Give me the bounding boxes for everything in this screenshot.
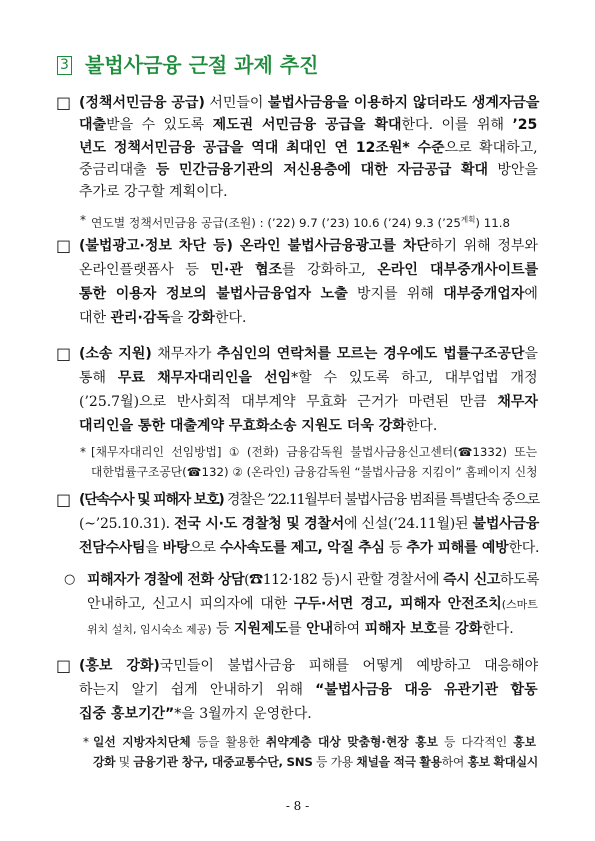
text-line	[91, 210, 539, 233]
text-run: *을 3월까지 운영한다.	[174, 706, 312, 722]
text-line-content	[79, 181, 228, 203]
bold-phrase: 안내	[306, 621, 334, 637]
text-run: 하기 위해 정부와	[429, 238, 538, 254]
text-line	[79, 512, 540, 536]
small-note-text: (스마트	[501, 598, 538, 611]
text-run: 대한	[79, 310, 111, 326]
text-line	[79, 536, 540, 560]
text-run: 에 신설(’24.11월)된	[344, 516, 473, 532]
bold-phrase: 무료 채무자대리인을 선임	[117, 370, 292, 386]
text-line	[79, 234, 540, 258]
square-bullet: □	[56, 656, 72, 675]
text-line-content	[87, 617, 514, 642]
text-line-content	[79, 678, 538, 702]
text-line	[93, 752, 539, 772]
footnote-text	[91, 210, 539, 233]
text-line	[79, 159, 540, 181]
text-run: *할 수 있도록 하고, 대부업법 개정	[291, 370, 538, 386]
task-paragraph	[79, 92, 540, 203]
text-run: 대한법률구조공단(☎132) ② (온라인) 금융감독원 “불법사금융 지킴이” 홈페이지 신청	[91, 465, 538, 479]
bold-phrase: 등 민간금융기관의 저신용층에 대한 자금공급 확대	[155, 161, 489, 178]
bold-phrase: 온라인 대부중개사이트를	[377, 262, 539, 278]
text-line	[91, 442, 539, 462]
text-run: 등	[384, 540, 407, 556]
text-run: 한다.	[508, 540, 540, 556]
bold-phrase: 바탕	[162, 540, 190, 556]
text-line-content	[79, 512, 539, 536]
bold-phrase: 전국 시·도 경찰청 및 경찰서	[174, 516, 345, 532]
square-bullet: □	[56, 344, 72, 363]
bold-phrase: 금융기관 창구, 대중교통수단, SNS	[133, 755, 313, 769]
text-line-content	[79, 702, 312, 726]
text-line-content	[91, 462, 538, 482]
page-number: - 8 -	[285, 799, 310, 813]
text-run: 채무자가	[151, 346, 217, 362]
section-number-box: 3	[57, 56, 72, 75]
bold-phrase: 지원제도	[233, 621, 289, 637]
text-run: 받을 수 있도록	[106, 117, 213, 134]
bold-phrase: 불법사금융	[472, 516, 539, 532]
text-line-content	[79, 536, 539, 560]
bold-phrase: 추가 피해를 예방	[406, 540, 509, 556]
bold-phrase: 년도 정책서민금융 공급을 역대 최대인 연 12조원* 수준	[79, 139, 445, 156]
text-line	[79, 654, 540, 678]
text-run: 을	[524, 346, 538, 362]
text-line-content	[79, 414, 437, 438]
bold-phrase: 일선 지방자치단체	[93, 735, 191, 749]
text-run: 하는지 알기 쉽게 안내하기 위해	[79, 682, 316, 698]
bold-phrase: “불법사금융 대응 유관기관 합동	[315, 682, 538, 698]
text-line-content	[79, 342, 538, 366]
text-run: 통해	[79, 370, 118, 386]
text-line-content	[87, 592, 538, 617]
bold-phrase: 채무자	[497, 394, 538, 410]
text-line-content	[79, 114, 537, 136]
text-line-content	[93, 732, 536, 752]
text-line	[79, 306, 540, 330]
text-line-content	[91, 442, 537, 462]
text-run: 중금리대출	[79, 161, 156, 178]
text-line	[79, 92, 540, 114]
sub-item-paragraph	[87, 568, 540, 642]
bold-phrase: 전담수사팀	[79, 540, 146, 556]
text-run: 으로 확대하고,	[444, 139, 538, 156]
bold-phrase: 집중 홍보기간”	[79, 706, 175, 722]
task-paragraph	[79, 488, 540, 560]
text-line-content	[93, 752, 538, 772]
text-line	[91, 462, 539, 482]
text-run: 하여	[333, 621, 365, 637]
bold-phrase: 즉시 신고	[443, 572, 500, 588]
footnote-text	[93, 732, 539, 772]
circle-bullet: ○	[64, 572, 76, 587]
text-run: 등 다각적인	[437, 735, 514, 749]
text-run: 를 강화하고,	[282, 262, 378, 278]
task-paragraph	[79, 654, 540, 726]
text-line-content	[87, 568, 539, 592]
text-line-content	[79, 390, 538, 414]
text-run: 등 가용	[312, 755, 357, 769]
bold-phrase: (단속수사 및 피해자 보호)	[79, 492, 224, 508]
text-run: 온라인플랫폼사 등	[79, 262, 211, 278]
bold-phrase: 대출	[79, 117, 107, 134]
bold-phrase: 취약계층 대상 맞춤형·현장 홍보	[265, 735, 438, 749]
text-line	[79, 342, 540, 366]
text-run: [채무자대리인 선임방법] ① (전화) 금융감독원 불법사금융신고센터(☎1332) 또는	[91, 445, 538, 459]
text-run: 하도록	[499, 572, 540, 588]
text-line	[87, 617, 540, 642]
square-bullet: □	[56, 236, 72, 255]
text-run: 한다.	[214, 310, 247, 326]
text-line	[79, 258, 540, 282]
bold-phrase: (소송 지원)	[79, 346, 152, 362]
footnote-asterisk: *	[83, 735, 89, 749]
text-line-content	[79, 234, 538, 258]
text-line-content	[79, 366, 538, 390]
text-line-content	[79, 92, 539, 114]
square-bullet: □	[56, 490, 72, 509]
text-line	[79, 114, 540, 136]
bold-phrase: 추심인의 연락처를 모르는 경우에도 법률구조공단	[216, 346, 525, 362]
text-line	[79, 702, 540, 726]
bold-phrase: (불법광고·정보 차단 등) 온라인 불법사금융광고를 차단	[79, 238, 430, 254]
bold-phrase: 홍보	[513, 735, 536, 749]
small-note-text: 위치 설치, 임시숙소 제공)	[87, 623, 212, 636]
text-run: (’25.7월)으로 반사회적 대부계약 무효화 근거가 마련된 만큼	[79, 394, 498, 410]
text-run: 에	[524, 286, 538, 302]
bold-phrase: 채널을 적극 활용	[356, 755, 442, 769]
text-line-content	[91, 210, 510, 233]
text-line	[79, 282, 540, 306]
bold-phrase: 통한 이용자 정보의 불법사금융업자 노출	[79, 286, 348, 302]
bold-phrase: 관리·감독	[110, 310, 170, 326]
text-run: 국민들이 불법사금융 피해를 어떻게 예방하고 대응해야	[159, 658, 539, 674]
bold-phrase: 제도권 서민금융 공급을 확대	[212, 117, 402, 134]
text-line	[79, 414, 540, 438]
bold-phrase: 구두·서면 경고, 피해자 안전조치	[293, 596, 502, 612]
task-paragraph	[79, 342, 540, 438]
text-run: ) 11.8	[475, 216, 510, 230]
bold-phrase: 강화	[187, 310, 215, 326]
text-run: 등을 활용한	[190, 735, 266, 749]
text-line	[79, 678, 540, 702]
text-run: (~’25.10.31).	[79, 516, 175, 532]
bold-phrase: 수사속도를 제고, 악질 추심	[220, 540, 385, 556]
text-run: 를	[437, 621, 456, 637]
text-run: 서민들이	[204, 95, 268, 111]
bold-phrase: (홍보 강화)	[79, 658, 160, 674]
text-run: 을	[169, 310, 188, 326]
text-run: 등	[211, 621, 234, 637]
text-line	[79, 488, 540, 512]
text-line-content	[79, 137, 538, 159]
bold-phrase: (정책서민금융 공급)	[79, 95, 205, 111]
text-run: 한다.	[405, 418, 438, 434]
bold-phrase: 피해자 보호	[364, 621, 438, 637]
text-line-content	[79, 488, 539, 512]
bold-phrase: 민·관 협조	[210, 262, 282, 278]
section-heading	[57, 55, 318, 75]
text-run: 방지를 위해	[347, 286, 444, 302]
bold-phrase: 대리인을 통한 대출계약 무효화소송 지원도 더욱 강화	[79, 418, 406, 434]
text-line	[79, 390, 540, 414]
text-run: 한다.	[482, 621, 514, 637]
footnote-text	[91, 442, 539, 482]
text-line	[87, 592, 540, 617]
text-line-content	[79, 654, 538, 678]
bold-phrase: 피해자가 경찰에 전화 상담	[87, 572, 245, 588]
bold-phrase: 강화	[455, 621, 483, 637]
footnote-asterisk: *	[80, 213, 86, 227]
text-run: 안내하고, 신고시 피의자에 대한	[87, 596, 294, 612]
bold-phrase: 홍보 확대실시	[467, 755, 538, 769]
text-run: 및	[115, 755, 134, 769]
text-run: 추가로 강구할 계획이다.	[79, 184, 228, 201]
text-run: 을	[145, 540, 163, 556]
text-line-content	[79, 258, 538, 282]
bold-phrase: 강화	[93, 755, 116, 769]
footnote-asterisk: *	[80, 445, 86, 459]
text-line-content	[79, 282, 538, 306]
text-line-content	[79, 306, 246, 330]
text-run: 경찰은 ’22.11월부터 불법사금융 범죄를 특별단속 중으로	[223, 492, 540, 508]
text-line	[79, 137, 540, 159]
section-title: 불법사금융 근절 과제 추진	[85, 53, 319, 77]
square-bullet: □	[56, 93, 72, 112]
task-paragraph	[79, 234, 540, 330]
text-run: 를	[288, 621, 307, 637]
text-line	[93, 732, 539, 752]
bold-phrase: ’25	[512, 117, 538, 134]
text-run: 하여	[441, 755, 468, 769]
text-run: 연도별 정책서민금융 공급(조원) : (’22) 9.7 (’23) 10.6 (’24) 9.3 (’25	[91, 216, 461, 230]
text-line-content	[79, 159, 538, 181]
text-run: 으로	[189, 540, 221, 556]
text-run: 한다. 이를 위해	[401, 117, 513, 134]
text-run: 방안을	[488, 161, 538, 178]
text-line	[79, 366, 540, 390]
text-line	[87, 568, 540, 592]
bold-phrase: 불법사금융을 이용하지 않더라도 생계자금을	[267, 95, 540, 111]
bold-phrase: 대부중개업자	[443, 286, 525, 302]
text-run: (☎112·182 등)시 관할 경찰서에	[244, 572, 444, 588]
text-line	[79, 181, 540, 203]
superscript-text: 계획	[460, 215, 476, 224]
